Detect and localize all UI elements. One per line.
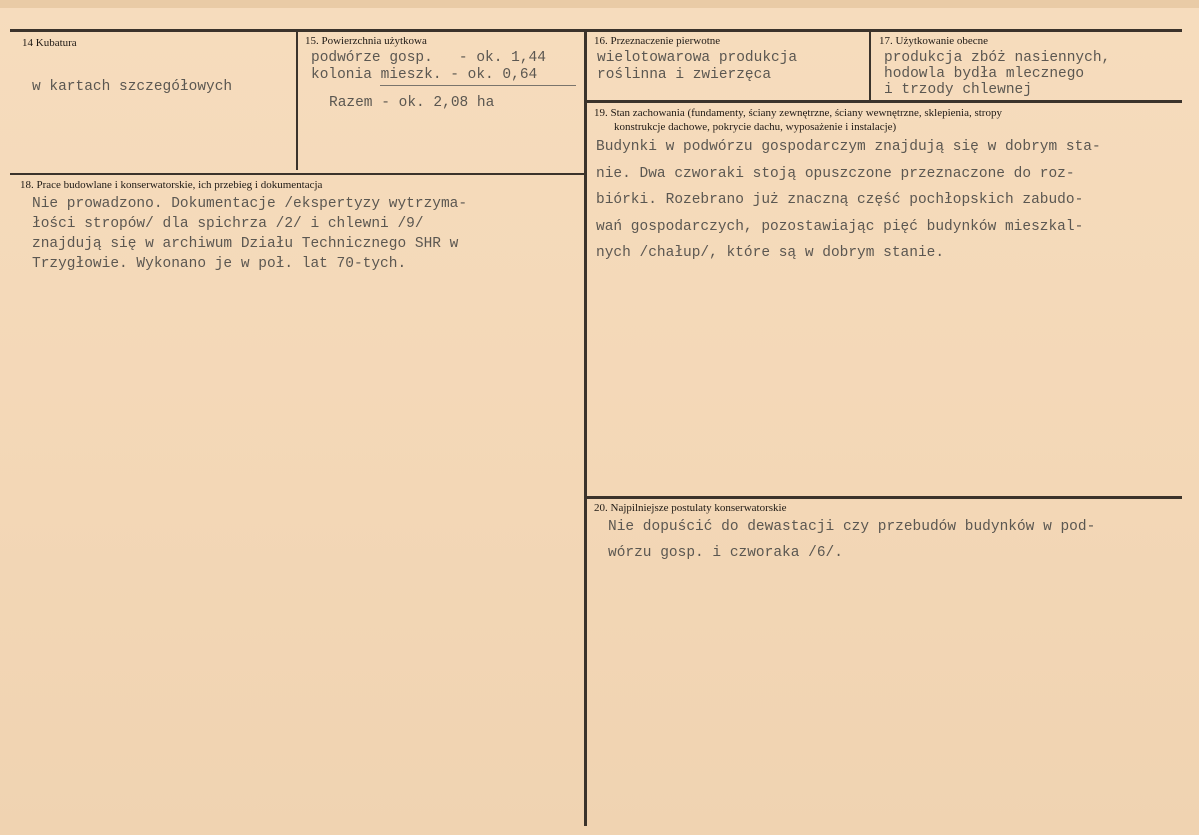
line-above-section-20 (586, 496, 1182, 499)
przeznaczenie-line: wielotowarowa produkcja (597, 50, 798, 66)
section-20-header: 20. Najpilniejsze postulaty konserwatorskie (594, 502, 787, 514)
prace-line: znajdują się w archiwum Działu Technicznego SHR w (32, 236, 459, 252)
divider-16-17 (869, 31, 871, 101)
powierzchnia-line: podwórze gosp. - ok. 1,44 (311, 50, 546, 66)
top-border-line (10, 29, 1182, 32)
uzytkowanie-line: produkcja zbóż nasiennych, (884, 50, 1111, 66)
stan-line: nych /chałup/, które są w dobrym stanie. (596, 245, 945, 261)
line-above-section-18 (10, 173, 586, 175)
stan-line: wań gospodarczych, pozostawiając pięć budynków mieszkal- (596, 218, 1084, 235)
divider-14-15 (296, 31, 298, 170)
przeznaczenie-lines (597, 50, 797, 84)
stan-line: biórki. Rozebrano już znaczną część pochłopskich zabudo- (596, 192, 1084, 208)
powierzchnia-lines (311, 50, 546, 84)
postulaty-lines (608, 514, 1095, 566)
main-vertical-divider (584, 31, 587, 826)
postulaty-line: wórzu gosp. i czworaka /6/. (608, 545, 843, 561)
przeznaczenie-line: roślinna i zwierzęca (597, 67, 772, 83)
prace-lines (32, 194, 467, 274)
section-18-header: 18. Prace budowlane i konserwatorskie, ich przebieg i dokumentacja (20, 179, 323, 191)
uzytkowanie-lines (884, 50, 1110, 98)
prace-line: łości stropów/ dla spichrza /2/ i chlewni /9/ (32, 216, 424, 232)
postulaty-line: Nie dopuścić do dewastacji czy przebudów budynków w pod- (608, 519, 1096, 535)
kubatura-value: w kartach szczegółowych (32, 79, 233, 95)
uzytkowanie-line: hodowla bydła mlecznego (884, 66, 1085, 82)
prace-line: Nie prowadzono. Dokumentacje /ekspertyzy wytrzyma- (32, 196, 468, 212)
section-19-header: 19. Stan zachowania (fundamenty, ściany zewnętrzne, ściany wewnętrzne, sklepienia, stropy (594, 107, 1002, 119)
stan-line: nie. Dwa czworaki stoją opuszczone przeznaczone do roz- (596, 165, 1075, 182)
section-15-header: 15. Powierzchnia użytkowa (305, 35, 427, 47)
section-14-header: 14 Kubatura (22, 37, 77, 49)
line-above-section-19 (586, 100, 1182, 103)
section-17-header: 17. Użytkowanie obecne (879, 35, 989, 47)
card-top-edge (0, 0, 1199, 8)
powierzchnia-line: kolonia mieszk. - ok. 0,64 (311, 67, 538, 83)
powierzchnia-sum-underline (380, 85, 576, 86)
prace-line: Trzygłowie. Wykonano je w poł. lat 70-tych. (32, 256, 407, 272)
stan-line: Budynki w podwórzu gospodarczym znajdują się w dobrym sta- (596, 139, 1101, 155)
stan-lines (596, 134, 1101, 267)
uzytkowanie-line: i trzody chlewnej (884, 82, 1032, 98)
section-19-header-cont: konstrukcje dachowe, pokrycie dachu, wyposażenie i instalacje) (614, 121, 897, 133)
section-16-header: 16. Przeznaczenie pierwotne (594, 35, 721, 47)
powierzchnia-total: Razem - ok. 2,08 ha (329, 95, 495, 111)
